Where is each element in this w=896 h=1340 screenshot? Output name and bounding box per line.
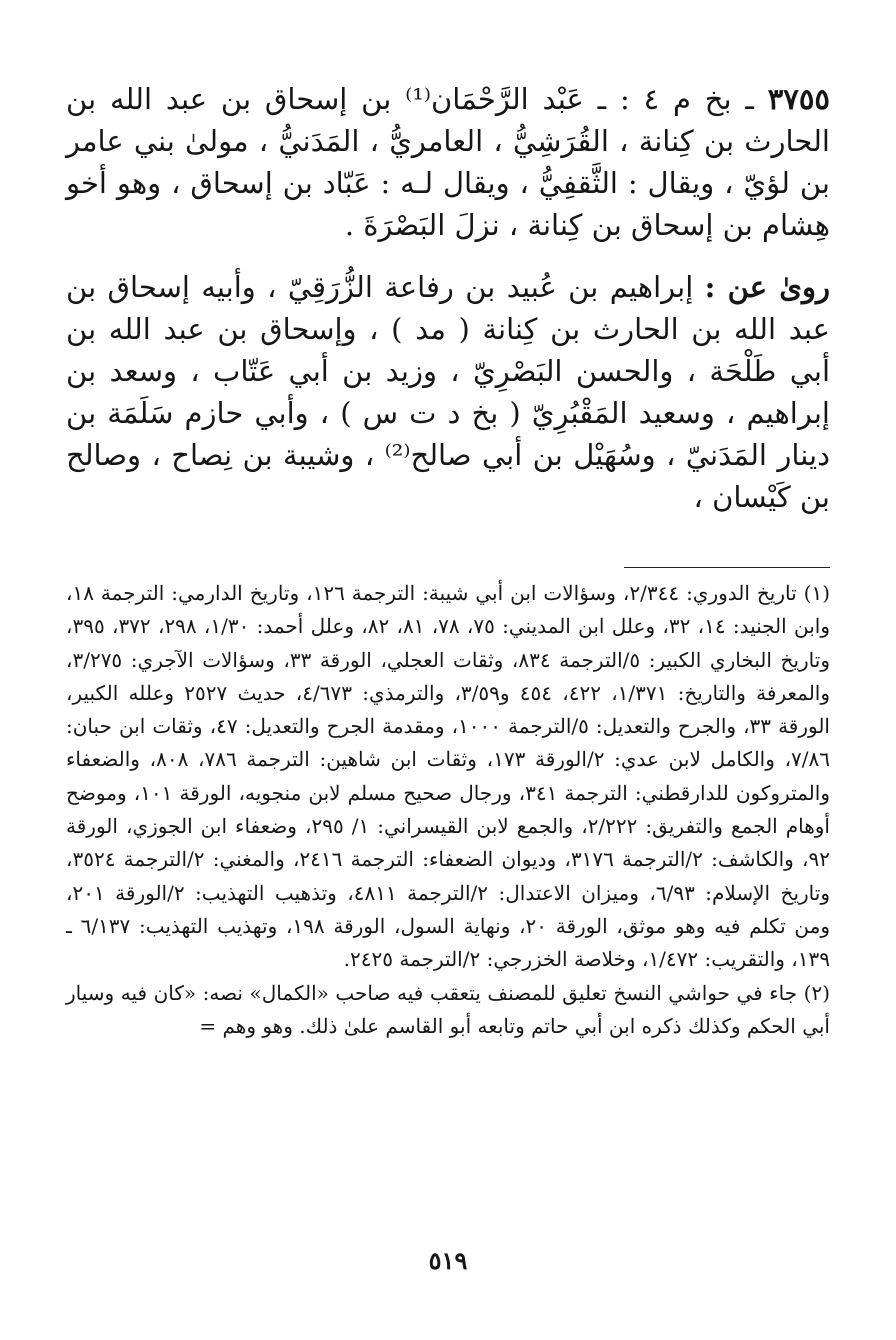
- entry-paragraph: [66, 78, 830, 246]
- entry-number: ٣٧٥٥: [767, 82, 830, 116]
- main-text: [66, 78, 830, 518]
- narrated-from-label: روىٰ عن :: [704, 270, 831, 304]
- footnotes: [66, 577, 830, 1043]
- narration-text: إبراهيم بن عُبيد بن رفاعة الزُّرَقِيّ ، وأبيه إسحاق بن عبد الله بن الحارث بن كِنانة ( مد ) ، وإسحاق بن عبد الله بن أبي طَلْحَة ، والحسن البَصْرِيّ ، وزيد بن أبي عَتّاب ، وسعد بن إبراهيم ، وسعيد المَقْبُرِيّ ( بخ د ت س ) ، وأبي حازم سَلَمَة بن دينار المَدَنيّ ، وسُهَيْل بن أبي صالح⁽²⁾ ، وشيبة بن نِصاح ، وصالح بن كَيْسان ،: [66, 270, 830, 514]
- footnote-divider: [624, 567, 830, 568]
- page-number: ٥١٩: [428, 1246, 468, 1275]
- entry-heading: ـ بخ م ٤ : ـ عَبْد الرَّحْمَان⁽¹⁾ بن إسحاق بن عبد الله بن الحارث بن كِنانة ، القُرَشِيُّ ، العامريُّ ، المَدَنيُّ ، مولىٰ بني عامر بن لؤيّ ، ويقال : الثَّقفِيُّ ، ويقال لـه : عَبّاد بن إسحاق ، وهو أخو هِشام بن إسحاق بن كِنانة ، نزلَ البَصْرَةَ .: [66, 82, 830, 242]
- narration-paragraph: [66, 266, 830, 518]
- footnote-2: (٢) جاء في حواشي النسخ تعليق للمصنف يتعقب فيه صاحب «الكمال» نصه: «كان فيه وسيار أبي الحكم وكذلك ذكره ابن أبي حاتم وتابعه أبو القاسم علىٰ ذلك. وهو وهم =: [66, 980, 830, 1038]
- footnote-1: (١) تاريخ الدوري: ٢/٣٤٤، وسؤالات ابن أبي شيبة: الترجمة ١٢٦، وتاريخ الدارمي: الترجمة ١٨، وابن الجنيد: ١٤، ٣٢، وعلل ابن المديني: ٧٥، ٧٨، ٨١، ٨٢، وعلل أحمد: ١/٣٠، ٢٩٨، ٣٧٢، ٣٩٥، وتاريخ البخاري الكبير: ٥/الترجمة ٨٣٤، وثقات العجلي، الورقة ٣٣، وسؤالات الآجري: ٣/٢٧٥، والمعرفة والتاريخ: ١/٣٧١، ٤٢٢، ٤٥٤ و٣/٥٩، والترمذي: ٤/٦٧٣، حديث ٢٥٢٧ وعلله الكبير، الورقة ٣٣، والجرح والتعديل: ٥/الترجمة ١٠٠٠، ومقدمة الجرح والتعديل: ٤٧، وثقات ابن حبان: ٧/٨٦، والكامل لابن عدي: ٢/الورقة ١٧٣، وثقات ابن شاهين: الترجمة ٧٨٦، ٨٠٨، والضعفاء والمتروكون للدارقطني: الترجمة ٣٤١، ورجال صحيح مسلم لابن منجويه، الورقة ١٠١، وموضح أوهام الجمع والتفريق: ٢/٢٢٢، والجمع لابن القيسراني: ١/ ٢٩٥، وضعفاء ابن الجوزي، الورقة ٩٢، والكاشف: ٢/الترجمة ٣١٧٦، وديوان الضعفاء: الترجمة ٢٤١٦، والمغني: ٢/الترجمة ٣٥٢٤، وتاريخ الإسلام: ٦/٩٣، وميزان الاعتدال: ٢/الترجمة ٤٨١١، وتذهيب التهذيب: ٢/الورقة ٢٠١، ومن تكلم فيه وهو موثق، الورقة ٢٠، ونهاية السول، الورقة ١٩٨، وتهذيب التهذيب: ٦/١٣٧ ـ ١٣٩، والتقريب: ١/٤٧٢، وخلاصة الخزرجي: ٢/الترجمة ٢٤٢٥.: [66, 581, 831, 972]
